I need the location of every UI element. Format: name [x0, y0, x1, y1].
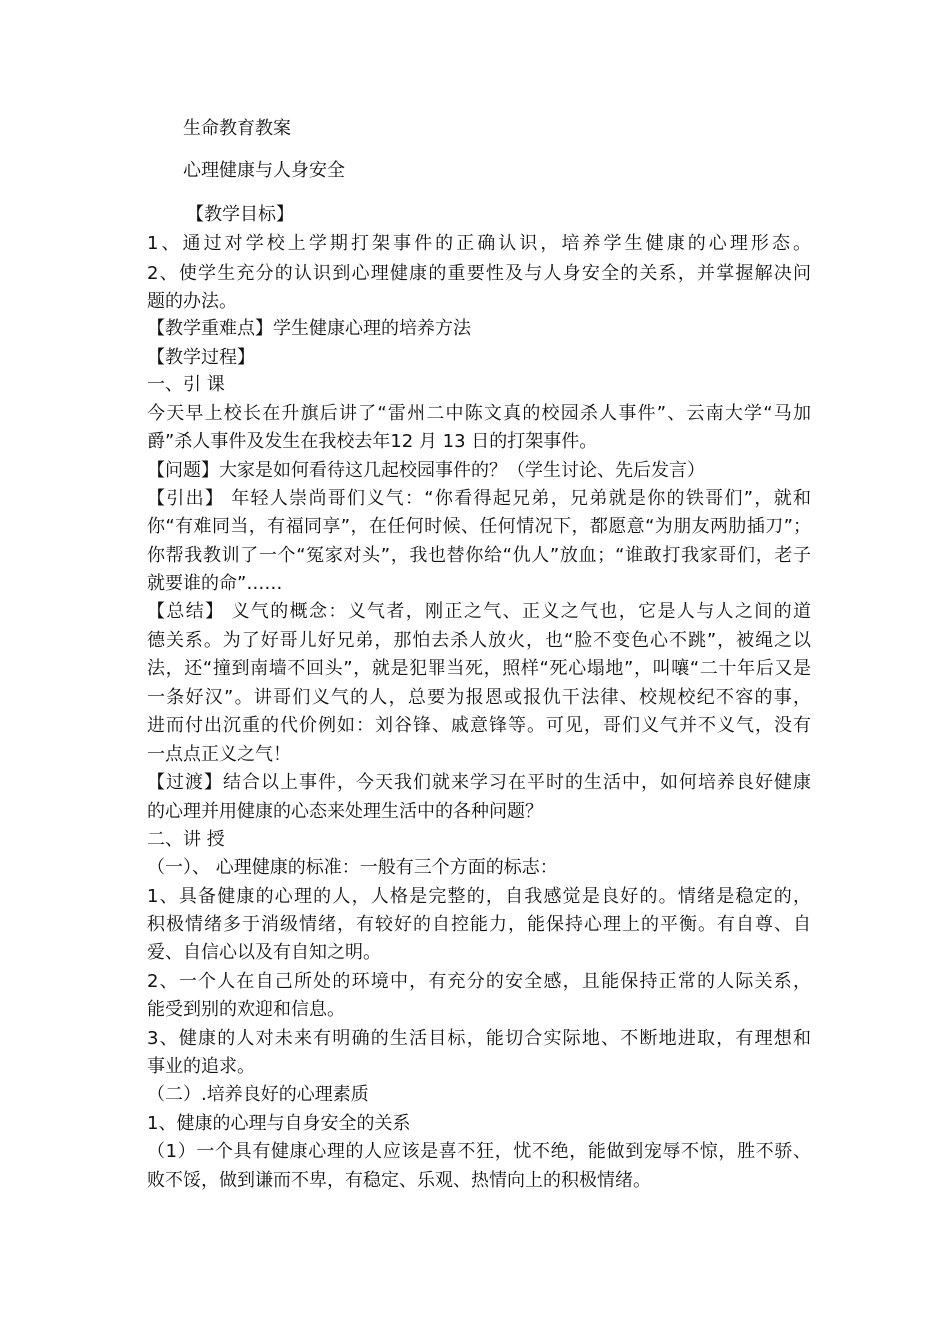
- text-line: 题的办法。: [147, 291, 237, 312]
- text-line: 败不馁，做到谦而不卑，有稳定、乐观、热情向上的积极情绪。: [147, 1170, 651, 1191]
- text-line: 爵”杀人事件及发生在我校去年12 月 13 日的打架事件。: [147, 431, 598, 452]
- text-line: 德关系。为了好哥儿好兄弟，那怕去杀人放火，也“脸不变色心不跳”，被绳之以: [147, 630, 811, 651]
- text-line: 今天早上校长在升旗后讲了“雷州二中陈文真的校园杀人事件”、云南大学“马加: [147, 403, 811, 424]
- text-line: 3、健康的人对未来有明确的生活目标，能切合实际地、不断地进取，有理想和: [147, 1028, 811, 1049]
- text-line: （1）一个具有健康心理的人应该是喜不狂，忧不绝，能做到宠辱不惊，胜不骄、: [147, 1141, 811, 1162]
- text-line: 【过渡】结合以上事件，今天我们就来学习在平时的生活中，如何培养良好健康: [147, 772, 811, 793]
- text-line: 一点点正义之气！: [147, 744, 291, 765]
- objectives-heading: 【教学目标】: [186, 204, 294, 225]
- text-line: 2、一个人在自己所处的环境中，有充分的安全感，且能保持正常的人际关系，: [147, 971, 811, 992]
- document-subtitle: 心理健康与人身安全: [183, 160, 345, 181]
- text-line: （二）.培养良好的心理素质: [147, 1084, 369, 1105]
- text-line: 能受到别的欢迎和信息。: [147, 999, 345, 1020]
- text-line: 二、讲 授: [147, 829, 225, 850]
- text-line: 【总结】 义气的概念：义气者，刚正之气、正义之气也，它是人与人之间的道: [147, 601, 811, 622]
- text-line: 【引出】 年轻人崇尚哥们义气：“你看得起兄弟，兄弟就是你的铁哥们”，就和: [147, 488, 811, 509]
- text-line: 事业的追求。: [147, 1056, 255, 1077]
- text-line: 法，还“撞到南墙不回头”，就是犯罪当死，照样“死心塌地”，叫嚷“二十年后又是: [147, 658, 811, 679]
- text-line: 你帮我教训了一个“冤家对头”，我也替你给“仇人”放血；“谁敢打我家哥们，老子: [147, 545, 811, 566]
- text-line: 1、具备健康的心理的人，人格是完整的，自我感觉是良好的。情绪是稳定的，: [147, 886, 811, 907]
- text-line: 1、通过对学校上学期打架事件的正确认识，培养学生健康的心理形态。: [147, 233, 811, 254]
- text-line: 一条好汉”。讲哥们义气的人，总要为报恩或报仇干法律、校规校纪不容的事，: [147, 687, 811, 708]
- text-line: 就要谁的命”……: [147, 573, 283, 594]
- document-title: 生命教育教案: [183, 118, 291, 139]
- text-line: 【教学过程】: [147, 347, 255, 368]
- text-line: 你“有难同当，有福同享”，在任何时候、任何情况下，都愿意“为朋友两肋插刀”；: [147, 516, 811, 537]
- text-line: 2、使学生充分的认识到心理健康的重要性及与人身安全的关系，并掌握解决问: [147, 263, 811, 284]
- text-line: 1、健康的心理与自身安全的关系: [147, 1113, 411, 1134]
- text-line: （一）、 心理健康的标准：一般有三个方面的标志：: [147, 857, 558, 878]
- text-line: 【问题】大家是如何看待这几起校园事件的？（学生讨论、先后发言）: [147, 460, 705, 481]
- text-line: 【教学重难点】学生健康心理的培养方法: [147, 318, 471, 339]
- text-line: 的心理并用健康的心态来处理生活中的各种问题？: [147, 801, 543, 822]
- text-line: 进而付出沉重的代价例如：刘谷锋、戚意锋等。可见，哥们义气并不义气，没有: [147, 715, 811, 736]
- text-line: 积极情绪多于消级情绪，有较好的自控能力，能保持心理上的平衡。有自尊、自: [147, 914, 811, 935]
- text-line: 一、引 课: [147, 374, 225, 395]
- text-line: 爱、自信心以及有自知之明。: [147, 942, 381, 963]
